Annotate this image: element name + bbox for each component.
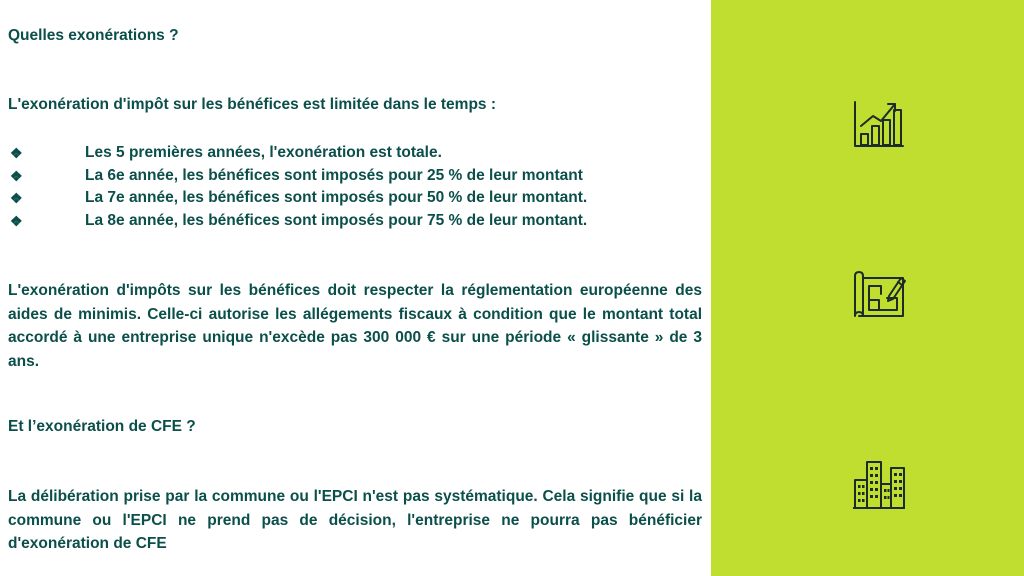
list-item (8, 210, 587, 233)
city-buildings-icon (851, 456, 907, 512)
list-item-text: La 7e année, les bénéfices sont imposés pour 50 % de leur montant. (85, 189, 588, 206)
diamond-bullet-icon: ❖ (10, 167, 23, 184)
list-item (8, 187, 587, 210)
cfe-title: Et l’exonération de CFE ? (8, 418, 196, 435)
exemption-bullet-list (8, 142, 587, 232)
list-item-text: La 6e année, les bénéfices sont imposés pour 25 % de leur montant (85, 166, 583, 184)
growth-chart-icon (851, 96, 907, 152)
list-item-text: Les 5 premières années, l'exonération est totale. (85, 144, 442, 161)
list-item (8, 165, 587, 188)
list-item (8, 142, 587, 165)
de-minimis-paragraph: L'exonération d'impôts sur les bénéfices doit respecter la réglementation européenne des aides de minimis. Celle-ci autorise les allégements fiscaux à condition que le montant total accordé à une entreprise unique n'excède pas 300 000 € sur une période « glissante » de 3 ans. (8, 282, 702, 370)
list-item-text: La 8e année, les bénéfices sont imposés pour 75 % de leur montant. (85, 211, 588, 229)
diamond-bullet-icon: ❖ (10, 212, 23, 229)
exemption-intro: L'exonération d'impôt sur les bénéfices est limitée dans le temps : (8, 96, 497, 113)
decorative-sidebar (711, 0, 1024, 576)
diamond-bullet-icon: ❖ (10, 190, 23, 206)
exemptions-title: Quelles exonérations ? (8, 27, 179, 44)
blueprint-plan-icon (851, 266, 907, 322)
diamond-bullet-icon: ❖ (10, 145, 23, 161)
cfe-paragraph: La délibération prise par la commune ou l'EPCI n'est pas systématique. Cela signifie que si la commune ou l'EPCI ne prend pas de décision, l'entreprise ne pourra pas bénéficier d'exonération de CFE (8, 488, 702, 552)
